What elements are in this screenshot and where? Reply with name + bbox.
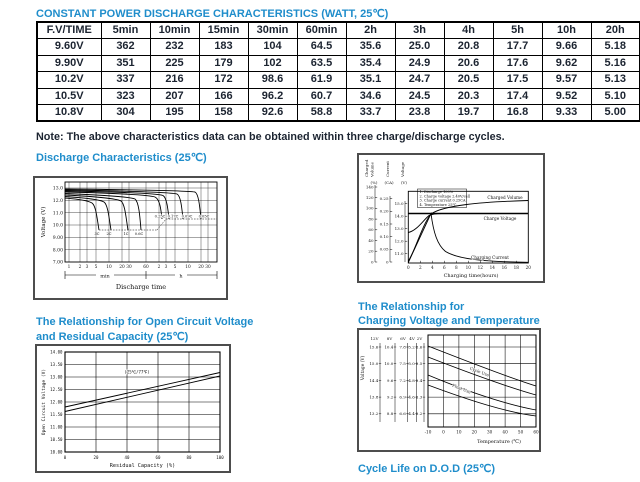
y-axis-label: Voltage (V)	[361, 355, 366, 381]
ca-tick: 0.15	[379, 221, 389, 227]
x-tick: 18	[513, 264, 519, 270]
y-tick: 10.50	[50, 436, 63, 442]
x-tick: 20	[119, 265, 125, 270]
cell: 33.7	[346, 105, 395, 122]
y-tick: 7.00	[52, 260, 63, 266]
cell: 225	[150, 55, 199, 71]
x-axis-label: Discharge time	[115, 283, 167, 291]
row-label: 10.2V	[37, 72, 101, 88]
curve-label-charging-current: Charging Current	[471, 254, 509, 260]
col-header: 20h	[591, 22, 640, 39]
ca-tick: 0.05	[379, 246, 389, 252]
axis-unit-pct: (%)	[370, 180, 378, 185]
pct-tick: 100	[365, 205, 374, 211]
pct-tick: 140	[365, 184, 374, 190]
cell: 9.52	[542, 88, 591, 104]
row-label: 10.5V	[37, 88, 101, 104]
col-header: 5min	[101, 22, 150, 39]
scale-value: 10.4	[384, 344, 394, 350]
cell: 17.4	[493, 88, 542, 104]
cell: 5.10	[591, 88, 640, 104]
cell: 9.33	[542, 105, 591, 122]
scale-value: 5.0	[408, 361, 415, 367]
cell: 96.2	[248, 88, 297, 104]
col-header: 60min	[297, 22, 346, 39]
cell: 25.0	[395, 39, 444, 55]
x-tick: 1	[67, 265, 71, 270]
ocv-line-lower	[65, 376, 220, 412]
y-tick: 13.50	[50, 361, 63, 367]
cell: 172	[199, 72, 248, 88]
scale-value: 15.0	[369, 361, 379, 367]
cell: 35.6	[346, 39, 395, 55]
grid-lines	[65, 182, 217, 262]
cycle-use-upper	[428, 346, 536, 386]
cutoff-dotted-line	[99, 219, 217, 230]
constant-power-table	[36, 21, 640, 122]
scale-value: 2.6	[415, 344, 423, 350]
scale-value: 9.6	[386, 377, 394, 383]
x-tick: 3	[164, 265, 168, 270]
v-tick: 14.0	[394, 213, 404, 219]
y-axis-label: Open Circuit Voltage (V)	[42, 368, 47, 436]
scale-value: 7.5	[399, 361, 406, 367]
cell: 20.5	[444, 72, 493, 88]
curve-label: 3C	[94, 231, 100, 236]
cell: 19.7	[444, 105, 493, 122]
x-tick: 30	[126, 265, 132, 270]
cell: 9.66	[542, 39, 591, 55]
legend-line: 2. Charge voltage 2.40V/cell	[419, 194, 470, 199]
row-label: 9.90V	[37, 55, 101, 71]
x-tick: 5	[173, 265, 177, 270]
x-tick: 40	[124, 454, 130, 460]
scale-value: 15.6	[369, 344, 379, 350]
cell: 24.7	[395, 72, 444, 88]
col-header: 15min	[199, 22, 248, 39]
cell: 102	[248, 55, 297, 71]
charging-temp-chart	[357, 328, 541, 452]
x-tick: 2	[157, 265, 161, 270]
curve-label-charged-volume: Charged Volume	[487, 194, 523, 200]
curve-0p17c	[65, 191, 169, 219]
cell: 61.9	[297, 72, 346, 88]
band-label-float-use: Float Use	[451, 382, 472, 395]
scale-value: 2.5	[415, 361, 423, 367]
cell: 23.8	[395, 105, 444, 122]
x-tick: 5	[94, 265, 98, 270]
col-header: 5h	[493, 22, 542, 39]
x-tick: 60	[143, 265, 149, 270]
y-tick: 13.00	[50, 374, 63, 380]
cell: 58.8	[297, 105, 346, 122]
scale-value: 8.8	[386, 411, 394, 417]
x-tick: -10	[424, 429, 432, 435]
ca-tick: 0.20	[379, 208, 389, 214]
y-tick: 12.50	[50, 386, 63, 392]
charging-temp-chart-svg	[359, 330, 539, 450]
scale-value: 6.9	[399, 394, 406, 400]
curve-label-charge-voltage: Charge Voltage	[483, 215, 517, 221]
curve-label: 0.05C	[198, 214, 210, 219]
cell: 16.8	[493, 105, 542, 122]
x-tick: 20	[198, 265, 204, 270]
cell: 60.7	[297, 88, 346, 104]
col-header: F.V/TIME	[37, 22, 101, 39]
x-axis-label: Temperature (℃)	[477, 438, 521, 445]
x-tick: 16	[501, 264, 507, 270]
section-title-cycle-life: Cycle Life on D.O.D (25℃)	[358, 463, 496, 475]
table-row	[37, 55, 640, 71]
curve-label: 0.09C	[181, 214, 193, 219]
cell: 98.6	[248, 72, 297, 88]
ocv-chart	[35, 344, 231, 473]
x-tick: 20	[93, 454, 99, 460]
curve-label: 2C	[106, 231, 112, 236]
v-tick: 11.0	[394, 251, 404, 256]
cell: 64.5	[297, 39, 346, 55]
plot-frame	[65, 182, 217, 262]
cell: 63.5	[297, 55, 346, 71]
cell: 207	[150, 88, 199, 104]
curve-3c	[65, 198, 99, 230]
row-label: 10.8V	[37, 105, 101, 122]
y-tick: 12.00	[50, 399, 63, 405]
voltage-bands	[428, 346, 536, 416]
scale-value: 14.4	[369, 377, 379, 383]
legend-line: 1. Discharge 100%	[419, 190, 454, 195]
cell: 24.9	[395, 55, 444, 71]
x-axis-label: Charging time(hours)	[443, 272, 499, 279]
table-row	[37, 39, 640, 55]
axis-unit-ca: (CA)	[384, 180, 394, 185]
x-tick: 2	[78, 265, 82, 270]
section-title-ocv-line1: The Relationship for Open Circuit Voltage	[36, 316, 254, 328]
cell: 92.6	[248, 105, 297, 122]
cell: 17.7	[493, 39, 542, 55]
x-tick: 100	[216, 454, 224, 460]
x-tick: 10	[465, 264, 471, 270]
cell: 158	[199, 105, 248, 122]
pct-tick: 80	[368, 216, 374, 222]
ocv-chart-svg	[37, 346, 229, 471]
page-title: CONSTANT POWER DISCHARGE CHARACTERISTICS (WATT, 25℃)	[36, 8, 389, 20]
cell: 17.6	[493, 55, 542, 71]
v-tick: 12.0	[394, 238, 404, 244]
cell: 337	[101, 72, 150, 88]
col-header: 4h	[444, 22, 493, 39]
cell: 5.16	[591, 55, 640, 71]
y-tick: 12.0	[52, 198, 63, 204]
discharge-chart-svg	[35, 178, 226, 298]
y-tick: 13.0	[52, 186, 63, 192]
y-tick: 14.00	[50, 349, 63, 355]
section-title-temp-line2: Charging Voltage and Temperature	[358, 315, 540, 327]
scale-value: 2.3	[415, 394, 423, 400]
cell: 179	[199, 55, 248, 71]
x-tick: 4	[430, 264, 434, 270]
legend-line: 4. Temperature 25℃	[419, 202, 457, 207]
ca-tick: 0	[385, 259, 389, 265]
x-unit-min: min	[100, 273, 110, 280]
scale-header: 2V	[416, 336, 423, 341]
x-tick: 12	[477, 264, 483, 270]
x-tick: 30	[487, 429, 493, 435]
discharge-chart	[33, 176, 228, 300]
axis-word-charged: Charged	[364, 159, 369, 177]
x-tick: 20	[471, 429, 477, 435]
cell: 304	[101, 105, 150, 122]
x-tick: 40	[502, 429, 508, 435]
cell: 35.1	[346, 72, 395, 88]
cell: 34.6	[346, 88, 395, 104]
float-use-lower	[428, 382, 536, 416]
cell: 24.5	[395, 88, 444, 104]
annotation: (25℃/77℉)	[124, 369, 150, 375]
cell: 9.62	[542, 55, 591, 71]
x-tick: 50	[517, 429, 524, 435]
x-tick: 0	[442, 429, 445, 435]
cell: 216	[150, 72, 199, 88]
cell: 351	[101, 55, 150, 71]
cell: 20.8	[444, 39, 493, 55]
y-axis-label: Voltage (V)	[41, 206, 47, 238]
y-tick: 10.0	[52, 223, 63, 229]
col-header: 2h	[346, 22, 395, 39]
x-tick: 60	[533, 429, 539, 435]
y-tick: 10.00	[50, 449, 63, 455]
col-header: 3h	[395, 22, 444, 39]
cell: 5.13	[591, 72, 640, 88]
unit-bracket	[65, 271, 217, 279]
scale-value: 10.0	[384, 361, 394, 367]
pct-tick: 60	[368, 227, 374, 233]
x-tick: 0	[406, 264, 410, 270]
row-label: 9.60V	[37, 39, 101, 55]
scale-value: 7.2	[399, 377, 406, 383]
note-text: Note: The above characteristics data can be obtained within three charge/discharge cycles.	[36, 131, 505, 143]
section-title-ocv-line2: and Residual Capacity (25℃)	[36, 331, 189, 343]
x-tick: 0	[63, 454, 67, 460]
curve-label: 0.6C	[134, 231, 144, 236]
x-tick: 60	[155, 454, 161, 460]
pct-tick: 0	[370, 259, 374, 265]
table-row	[37, 72, 640, 88]
x-tick: 10	[185, 265, 191, 270]
x-tick: 30	[205, 265, 211, 270]
scale-header: 6V	[400, 336, 406, 341]
axis-word-current: Current	[385, 160, 390, 177]
x-tick: 14	[489, 264, 495, 270]
cell: 9.57	[542, 72, 591, 88]
curve-label: 0.25C	[154, 214, 166, 219]
y-tick: 11.00	[50, 424, 63, 430]
cell: 323	[101, 88, 150, 104]
y-tick: 11.0	[52, 211, 63, 217]
scale-header: 4V	[409, 336, 415, 341]
cell: 17.5	[493, 72, 542, 88]
x-tick: 8	[454, 264, 458, 270]
cell: 195	[150, 105, 199, 122]
x-tick: 80	[186, 454, 192, 460]
pct-tick: 120	[365, 195, 374, 200]
cell: 166	[199, 88, 248, 104]
table-header-row	[37, 22, 640, 39]
scale-value: 4.6	[408, 394, 415, 400]
cell: 5.00	[591, 105, 640, 122]
x-tick: 2	[418, 264, 422, 270]
table-row	[37, 105, 640, 122]
cell: 183	[199, 39, 248, 55]
charging-chart-svg	[359, 155, 543, 281]
table-row	[37, 88, 640, 104]
scale-value: 13.2	[369, 411, 379, 417]
col-header: 10min	[150, 22, 199, 39]
pct-tick: 20	[368, 248, 374, 254]
cycle-use-lower	[428, 357, 536, 395]
axis-unit-v: (V)	[400, 180, 408, 185]
discharge-curves	[65, 189, 201, 230]
y-tick: 9.00	[52, 235, 63, 241]
x-axis-label: Residual Capacity (%)	[109, 462, 176, 469]
axis-word-volume: Volume	[369, 162, 375, 177]
x-tick: 20	[525, 264, 531, 270]
scale-header: 12V	[370, 336, 379, 341]
scale-value: 2.4	[415, 377, 423, 383]
v-tick: 15.0	[394, 201, 404, 206]
x-tick: 10	[456, 429, 462, 435]
col-header: 10h	[542, 22, 591, 39]
scale-value: 4.4	[408, 411, 415, 417]
cell: 20.6	[444, 55, 493, 71]
x-unit-h: h	[179, 273, 183, 280]
scale-value: 5.2	[408, 344, 415, 350]
curve-label: 0.17C	[167, 214, 179, 219]
scale-value: 13.8	[369, 394, 379, 400]
cell: 20.3	[444, 88, 493, 104]
cell: 35.4	[346, 55, 395, 71]
y-tick: 11.50	[50, 411, 63, 417]
v-tick: 13.0	[394, 226, 404, 231]
scale-value: 2.2	[415, 411, 423, 417]
axis-word-voltage: Voltage	[400, 161, 405, 177]
scale-value: 6.6	[399, 411, 406, 417]
x-tick: 3	[85, 265, 89, 270]
section-title-temp-line1: The Relationship for	[358, 301, 465, 313]
curve-label: 1C	[123, 231, 129, 236]
cell: 5.18	[591, 39, 640, 55]
x-tick: 10	[106, 265, 112, 270]
section-title-discharge: Discharge Characteristics (25℃)	[36, 152, 207, 164]
scale-header: 8V	[386, 336, 393, 341]
cell: 232	[150, 39, 199, 55]
ca-tick: 0.10	[379, 234, 389, 239]
cell: 362	[101, 39, 150, 55]
col-header: 30min	[248, 22, 297, 39]
legend-line: 3. Charge current 0.25CA	[419, 198, 466, 203]
scale-value: 4.8	[408, 377, 415, 383]
cell: 104	[248, 39, 297, 55]
y-tick: 8.00	[52, 248, 63, 254]
pct-tick: 40	[368, 237, 374, 243]
charging-chart	[357, 153, 545, 283]
band-label-cycle-use: Cycle Use	[469, 365, 490, 378]
ca-tick: 0.25	[379, 196, 389, 201]
scale-value: 7.8	[399, 344, 406, 350]
scale-value: 9.2	[386, 394, 394, 400]
x-tick: 6	[442, 264, 446, 270]
